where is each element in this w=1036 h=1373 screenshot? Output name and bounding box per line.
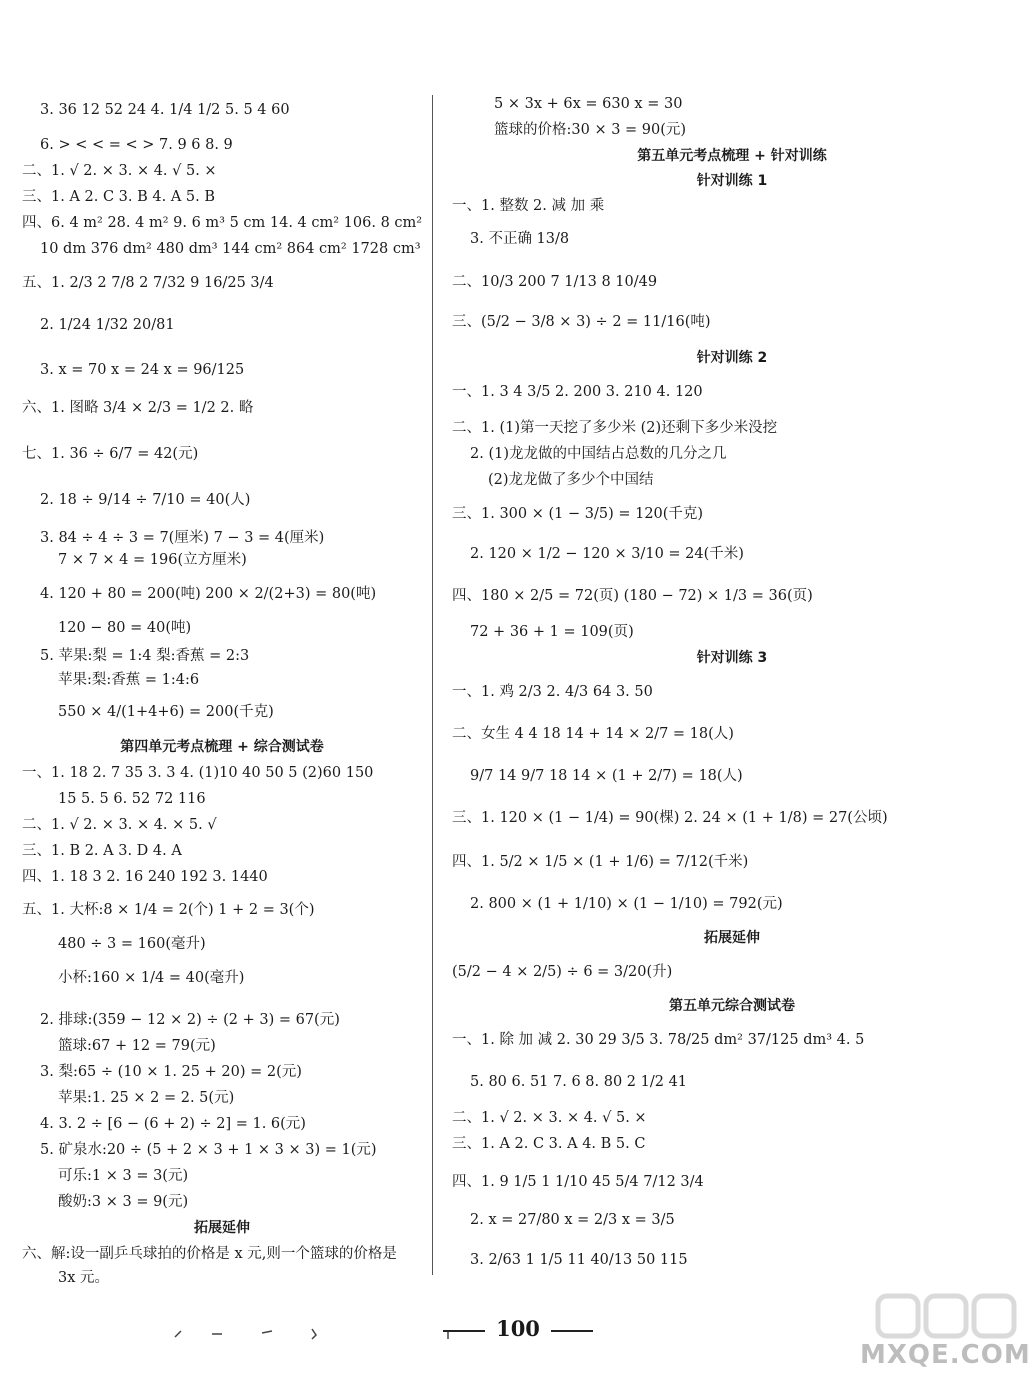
answer-line: 一、1. 3 4 3/5 2. 200 3. 210 4. 120 bbox=[452, 384, 703, 400]
answer-line: (5/2 − 4 × 2/5) ÷ 6 = 3/20(升) bbox=[452, 964, 673, 980]
column-divider bbox=[432, 95, 433, 1275]
answer-line: 2. 800 × (1 + 1/10) × (1 − 1/10) = 792(元) bbox=[470, 896, 783, 912]
answer-line: 六、解:设一副乒乓球拍的价格是 x 元,则一个篮球的价格是 bbox=[22, 1246, 397, 1262]
answer-line: 四、6. 4 m² 28. 4 m² 9. 6 m³ 5 cm 14. 4 cm² 106. 8 cm² bbox=[22, 215, 423, 231]
answer-line: 篮球的价格:30 × 3 = 90(元) bbox=[494, 122, 687, 138]
answer-line: 3. 36 12 52 24 4. 1/4 1/2 5. 5 4 60 bbox=[40, 102, 290, 118]
answer-line: 三、1. A 2. C 3. A 4. B 5. C bbox=[452, 1136, 646, 1152]
answer-line: 四、1. 5/2 × 1/5 × (1 + 1/6) = 7/12(千米) bbox=[452, 854, 749, 870]
answer-line: 550 × 4/(1+4+6) = 200(千克) bbox=[58, 704, 274, 720]
answer-line: 2. x = 27/80 x = 2/3 x = 3/5 bbox=[470, 1212, 675, 1228]
answer-line: 2. 18 ÷ 9/14 ÷ 7/10 = 40(人) bbox=[40, 492, 251, 508]
answer-line: 二、1. √ 2. × 3. × 4. √ 5. × bbox=[22, 163, 217, 179]
answer-line: 一、1. 鸡 2/3 2. 4/3 64 3. 50 bbox=[452, 684, 653, 700]
answer-line: 6. > < < = < > 7. 9 6 8. 9 bbox=[40, 137, 233, 153]
answer-line: 二、女生 4 4 18 14 + 14 × 2/7 = 18(人) bbox=[452, 726, 734, 742]
answer-line: 五、1. 大杯:8 × 1/4 = 2(个) 1 + 2 = 3(个) bbox=[22, 902, 315, 918]
answer-line: 2. (1)龙龙做的中国结占总数的几分之几 bbox=[470, 446, 727, 462]
answer-line: 一、1. 除 加 减 2. 30 29 3/5 3. 78/25 dm² 37/125 dm³ 4. 5 bbox=[452, 1032, 865, 1048]
answer-line: 3. 2/63 1 1/5 11 40/13 50 115 bbox=[470, 1252, 688, 1268]
answer-line: 3. x = 70 x = 24 x = 96/125 bbox=[40, 362, 245, 378]
answer-line: 酸奶:3 × 3 = 9(元) bbox=[58, 1194, 189, 1210]
answer-line: 小杯:160 × 1/4 = 40(毫升) bbox=[58, 970, 245, 986]
section-heading: 第四单元考点梳理 + 综合测试卷 bbox=[120, 739, 324, 755]
section-heading: 针对训练 3 bbox=[696, 650, 768, 666]
answer-line: 二、1. √ 2. × 3. × 4. × 5. √ bbox=[22, 817, 217, 833]
answer-line: 四、180 × 2/5 = 72(页) (180 − 72) × 1/3 = 36(页) bbox=[452, 588, 813, 604]
section-heading: 第五单元综合测试卷 bbox=[669, 998, 795, 1014]
answer-line: 可乐:1 × 3 = 3(元) bbox=[58, 1168, 189, 1184]
answer-line: 5. 矿泉水:20 ÷ (5 + 2 × 3 + 1 × 3 × 3) = 1(元) bbox=[40, 1142, 377, 1158]
answer-line: 3x 元。 bbox=[58, 1270, 110, 1286]
answer-line: 三、1. 300 × (1 − 3/5) = 120(千克) bbox=[452, 506, 704, 522]
answer-line: 72 + 36 + 1 = 109(页) bbox=[470, 624, 634, 640]
answer-line: 五、1. 2/3 2 7/8 2 7/32 9 16/25 3/4 bbox=[22, 275, 274, 291]
answer-line: 3. 84 ÷ 4 ÷ 3 = 7(厘米) 7 − 3 = 4(厘米) bbox=[40, 530, 325, 546]
answer-line: 篮球:67 + 12 = 79(元) bbox=[58, 1038, 216, 1054]
page-number-dash bbox=[551, 1330, 593, 1332]
answer-line: 3. 不正确 13/8 bbox=[470, 231, 570, 247]
answer-line: 2. 排球:(359 − 12 × 2) ÷ (2 + 3) = 67(元) bbox=[40, 1012, 340, 1028]
page-number-dash bbox=[443, 1330, 485, 1332]
answer-line: 4. 120 + 80 = 200(吨) 200 × 2/(2+3) = 80(吨) bbox=[40, 586, 377, 602]
answer-line: 4. 3. 2 ÷ [6 − (6 + 2) ÷ 2] = 1. 6(元) bbox=[40, 1116, 306, 1132]
section-heading: 拓展延伸 bbox=[194, 1220, 250, 1236]
section-heading: 拓展延伸 bbox=[704, 930, 760, 946]
section-heading: 针对训练 1 bbox=[696, 173, 768, 189]
answer-line: 15 5. 5 6. 52 72 116 bbox=[58, 791, 206, 807]
answer-line: (2)龙龙做了多少个中国结 bbox=[488, 472, 654, 488]
section-heading: 第五单元考点梳理 + 针对训练 bbox=[637, 148, 827, 164]
answer-line: 六、1. 图略 3/4 × 2/3 = 1/2 2. 略 bbox=[22, 400, 254, 416]
watermark-text: MXQE.COM bbox=[860, 1340, 1031, 1370]
answer-line: 三、1. B 2. A 3. D 4. A bbox=[22, 843, 182, 859]
answer-line: 二、1. (1)第一天挖了多少米 (2)还剩下多少米没挖 bbox=[452, 420, 778, 436]
answer-line: 三、1. 120 × (1 − 1/4) = 90(棵) 2. 24 × (1 + 1/8) = 27(公顷) bbox=[452, 810, 888, 826]
answer-line: 3. 梨:65 ÷ (10 × 1. 25 + 20) = 2(元) bbox=[40, 1064, 302, 1080]
answer-line: 2. 1/24 1/32 20/81 bbox=[40, 317, 175, 333]
answer-line: 2. 120 × 1/2 − 120 × 3/10 = 24(千米) bbox=[470, 546, 744, 562]
answer-line: 四、1. 9 1/5 1 1/10 45 5/4 7/12 3/4 bbox=[452, 1174, 704, 1190]
answer-line: 二、1. √ 2. × 3. × 4. √ 5. × bbox=[452, 1110, 647, 1126]
answer-line: 七、1. 36 ÷ 6/7 = 42(元) bbox=[22, 446, 199, 462]
answer-line: 一、1. 18 2. 7 35 3. 3 4. (1)10 40 50 5 (2)60 150 bbox=[22, 765, 374, 781]
answer-line: 7 × 7 × 4 = 196(立方厘米) bbox=[58, 552, 247, 568]
answer-line: 10 dm 376 dm² 480 dm³ 144 cm² 864 cm² 1728 cm³ bbox=[40, 241, 421, 257]
answer-line: 苹果:梨:香蕉 = 1:4:6 bbox=[58, 672, 200, 688]
answer-line: 5. 80 6. 51 7. 6 8. 80 2 1/2 41 bbox=[470, 1074, 688, 1090]
answer-line: 5 × 3x + 6x = 630 x = 30 bbox=[494, 96, 683, 112]
answer-line: 二、10/3 200 7 1/13 8 10/49 bbox=[452, 274, 658, 290]
answer-line: 480 ÷ 3 = 160(毫升) bbox=[58, 936, 206, 952]
answer-line: 三、(5/2 − 3/8 × 3) ÷ 2 = 11/16(吨) bbox=[452, 314, 711, 330]
answer-line: 一、1. 整数 2. 减 加 乘 bbox=[452, 198, 605, 214]
section-heading: 针对训练 2 bbox=[696, 350, 768, 366]
answer-line: 9/7 14 9/7 18 14 × (1 + 2/7) = 18(人) bbox=[470, 768, 743, 784]
page-number-text: 100 bbox=[496, 1316, 540, 1341]
answer-line: 三、1. A 2. C 3. B 4. A 5. B bbox=[22, 189, 216, 205]
answer-line: 苹果:1. 25 × 2 = 2. 5(元) bbox=[58, 1090, 235, 1106]
answer-line: 5. 苹果:梨 = 1:4 梨:香蕉 = 2:3 bbox=[40, 648, 250, 664]
answer-line: 120 − 80 = 40(吨) bbox=[58, 620, 192, 636]
answer-line: 四、1. 18 3 2. 16 240 192 3. 1440 bbox=[22, 869, 268, 885]
